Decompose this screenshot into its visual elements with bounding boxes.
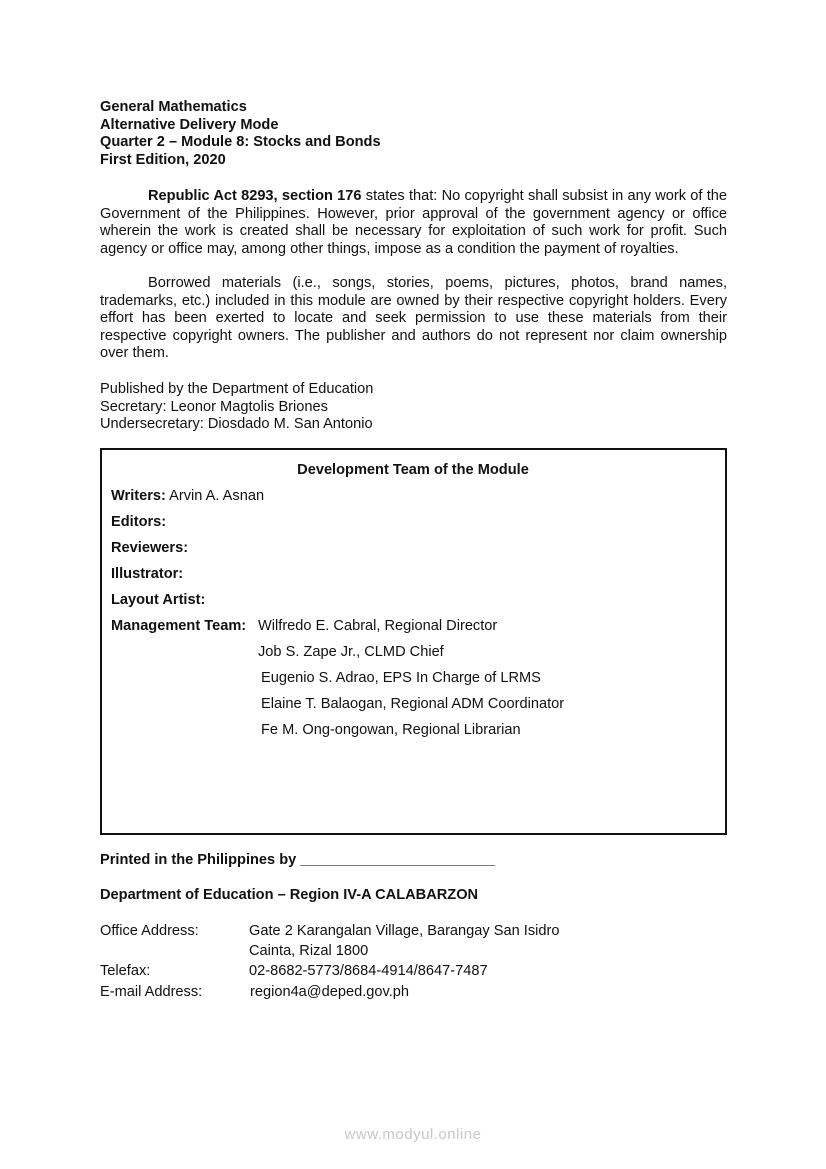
office-address-line1: Gate 2 Karangalan Village, Barangay San Isidro [249, 923, 560, 939]
writers-label: Writers: [111, 488, 166, 504]
telefax-value: 02-8682-5773/8684-4914/8647-7487 [249, 963, 488, 979]
management-member: Fe M. Ong-ongowan, Regional Librarian [261, 722, 521, 738]
module-title: Quarter 2 – Module 8: Stocks and Bonds [100, 134, 381, 150]
writers-row [111, 488, 264, 506]
development-team-box [100, 448, 727, 835]
printed-by: Printed in the Philippines by ________________________ [100, 852, 496, 868]
delivery-mode: Alternative Delivery Mode [100, 117, 279, 133]
management-label: Management Team: [111, 618, 247, 634]
telefax-label: Telefax: [100, 963, 151, 979]
illustrator-label: Illustrator: [111, 566, 184, 582]
copyright-text: states that: No copyright shall subsist in any work of the Government of the Philippines. However, prior approval of the government agency or office wherein the work is created shall be necessary for exploitation of such work for profit. Such agency or office may, among other things, impose as a condition the payment of royalties. [100, 188, 727, 257]
watermark: www.modyul.online [344, 1126, 482, 1143]
management-member: Job S. Zape Jr., CLMD Chief [258, 644, 444, 660]
writers-value: Arvin A. Asnan [165, 488, 265, 504]
subject-title: General Mathematics [100, 99, 247, 115]
email-label: E-mail Address: [100, 984, 203, 1000]
management-member: Eugenio S. Adrao, EPS In Charge of LRMS [261, 670, 541, 686]
management-member: Elaine T. Balaogan, Regional ADM Coordinator [261, 696, 565, 712]
layout-artist-label: Layout Artist: [111, 592, 206, 608]
secretary: Secretary: Leonor Magtolis Briones [100, 399, 328, 415]
copyright-paragraph [100, 188, 727, 258]
edition: First Edition, 2020 [100, 152, 226, 168]
management-member: Wilfredo E. Cabral, Regional Director [258, 618, 498, 634]
email-value: region4a@deped.gov.ph [250, 984, 409, 1000]
undersecretary: Undersecretary: Diosdado M. San Antonio [100, 416, 373, 432]
copyright-lead: Republic Act 8293, section 176 [148, 188, 362, 204]
borrowed-materials-paragraph: Borrowed materials (i.e., songs, stories, poems, pictures, photos, brand names, trademarks, etc.) included in this module are owned by their respective copyright holders. Every effort has been exerted to locate and seek permission to use these materials from their respective copyright owners. The publisher and authors do not represent nor claim ownership over them. [100, 275, 727, 361]
editors-label: Editors: [111, 514, 167, 530]
team-title: Development Team of the Module [297, 462, 529, 478]
office-address-line2: Cainta, Rizal 1800 [249, 943, 369, 959]
region-heading: Department of Education – Region IV-A CALABARZON [100, 887, 479, 903]
office-label: Office Address: [100, 923, 199, 939]
reviewers-label: Reviewers: [111, 540, 189, 556]
published-by: Published by the Department of Education [100, 381, 374, 397]
